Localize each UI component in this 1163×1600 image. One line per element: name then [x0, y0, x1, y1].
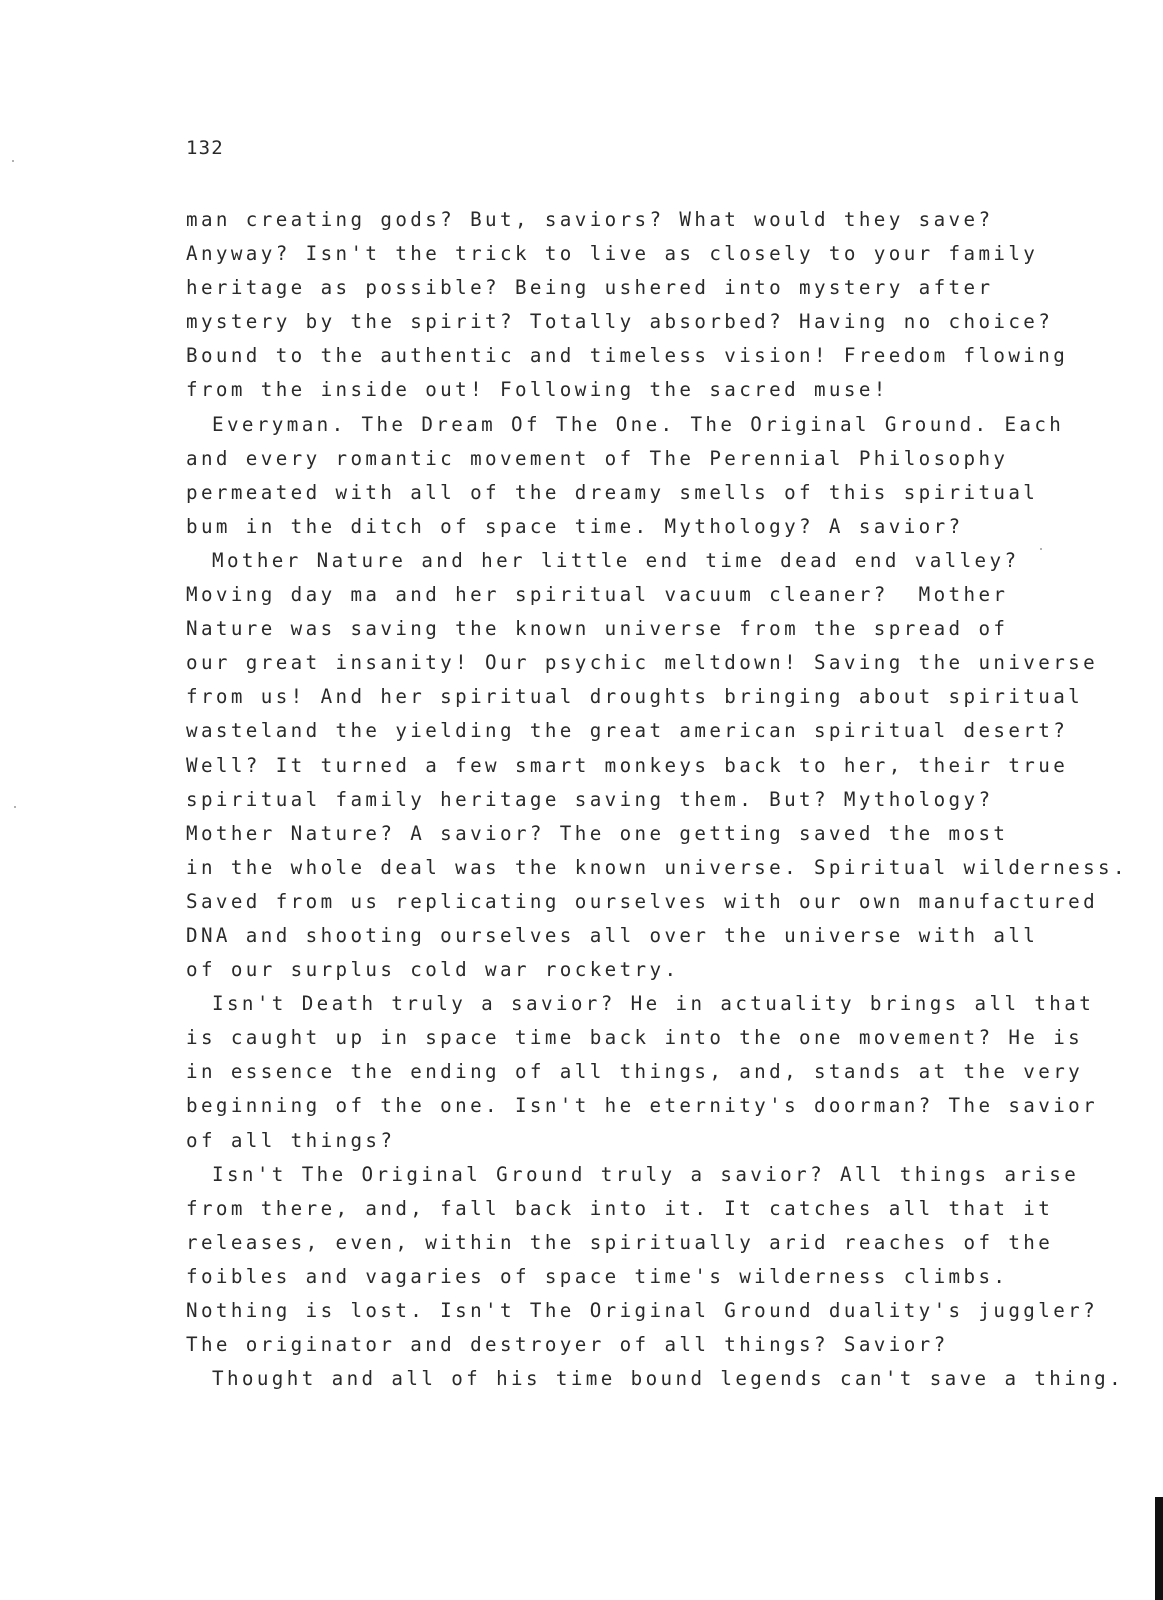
- scan-speck: [1040, 548, 1042, 550]
- text-line: from there, and, fall back into it. It catches all that it: [186, 1196, 1054, 1220]
- text-line: from us! And her spiritual droughts bringing about spiritual: [186, 685, 1084, 709]
- text-line: Thought and all of his time bound legends can't save a thing.: [212, 1367, 1125, 1391]
- text-line: Nature was saving the known universe from the spread of: [186, 617, 1009, 641]
- text-line: of our surplus cold war rocketry.: [186, 958, 680, 982]
- body-text: [186, 203, 1128, 1396]
- text-line: heritage as possible? Being ushered into mystery after: [186, 276, 994, 300]
- text-line: Bound to the authentic and timeless vision! Freedom flowing: [186, 344, 1069, 368]
- scan-speck: [14, 806, 16, 808]
- page-number: 132: [186, 137, 224, 159]
- text-line: releases, even, within the spiritually arid reaches of the: [186, 1230, 1054, 1254]
- text-line: Nothing is lost. Isn't The Original Ground duality's juggler?: [186, 1299, 1099, 1322]
- text-line: wasteland the yielding the great american spiritual desert?: [186, 719, 1069, 743]
- text-line: our great insanity! Our psychic meltdown! Saving the universe: [186, 651, 1099, 675]
- text-line: mystery by the spirit? Totally absorbed? Having no choice?: [186, 310, 1054, 334]
- text-line: Mother Nature and her little end time dead end valley?: [212, 548, 1020, 572]
- text-line: in essence the ending of all things, and, stands at the very: [186, 1060, 1084, 1084]
- text-line: The originator and destroyer of all things? Savior?: [186, 1333, 949, 1357]
- text-line: in the whole deal was the known universe. Spiritual wilderness.: [186, 855, 1128, 879]
- text-line: foibles and vagaries of space time's wilderness climbs.: [186, 1264, 1009, 1288]
- text-line: Saved from us replicating ourselves with our own manufactured: [186, 889, 1099, 913]
- text-line: permeated with all of the dreamy smells of this spiritual: [186, 480, 1039, 504]
- text-line: from the inside out! Following the sacred muse!: [186, 378, 889, 402]
- text-line: man creating gods? But, saviors? What would they save?: [186, 208, 994, 231]
- text-line: Isn't Death truly a savior? He in actuality brings all that: [212, 992, 1095, 1016]
- text-line: bum in the ditch of space time. Mythology? A savior?: [186, 514, 964, 538]
- scan-edge-mark: [1155, 1497, 1163, 1600]
- text-line: DNA and shooting ourselves all over the universe with all: [186, 923, 1039, 947]
- text-line: Anyway? Isn't the trick to live as closely to your family: [186, 242, 1039, 266]
- text-line: Isn't The Original Ground truly a savior? All things arise: [212, 1162, 1080, 1186]
- text-line: Mother Nature? A savior? The one getting saved the most: [186, 821, 1009, 845]
- text-line: Everyman. The Dream Of The One. The Original Ground. Each: [212, 412, 1065, 436]
- text-line: Moving day ma and her spiritual vacuum cleaner? Mother: [186, 583, 1009, 607]
- scan-speck: [12, 160, 14, 162]
- text-line: spiritual family heritage saving them. But? Mythology?: [186, 787, 994, 811]
- text-line: beginning of the one. Isn't he eternity's doorman? The savior: [186, 1094, 1099, 1118]
- text-line: and every romantic movement of The Perennial Philosophy: [186, 446, 1009, 470]
- text-line: Well? It turned a few smart monkeys back to her, their true: [186, 753, 1069, 777]
- text-line: of all things?: [186, 1128, 396, 1152]
- text-line: is caught up in space time back into the one movement? He is: [186, 1026, 1084, 1050]
